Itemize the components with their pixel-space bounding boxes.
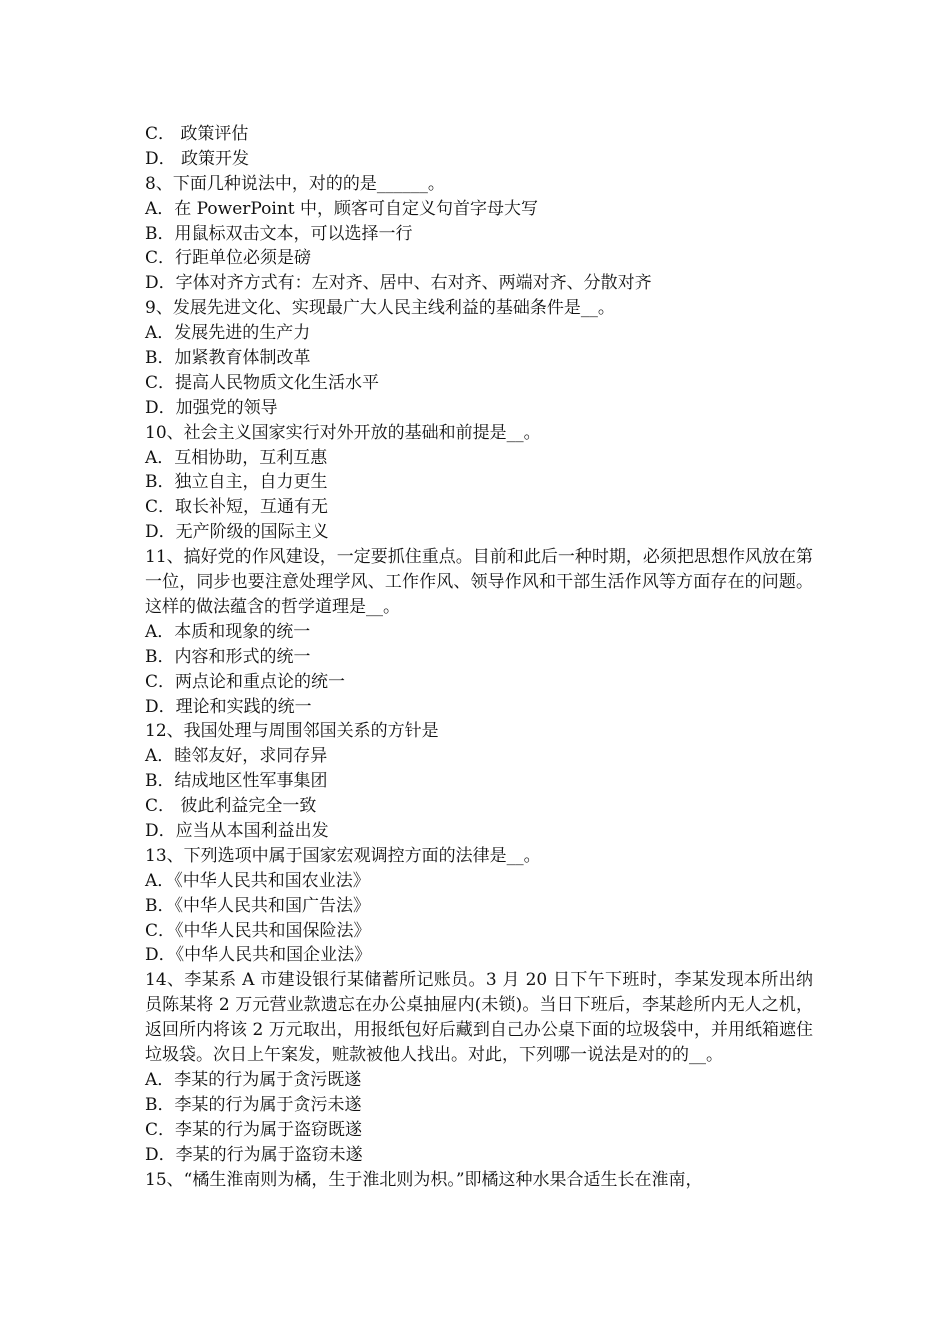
option-line: D．理论和实践的统一 <box>145 696 312 717</box>
option-line: B．用鼠标双击文本，可以选择一行 <box>145 223 413 244</box>
option-line: A．在 PowerPoint 中，顾客可自定义句首字母大写 <box>145 198 539 219</box>
option-line: D．字体对齐方式有：左对齐、居中、右对齐、两端对齐、分散对齐 <box>145 273 652 294</box>
question-line: 10、社会主义国家实行对外开放的基础和前提是__。 <box>145 422 541 443</box>
option-line: D． 政策开发 <box>145 148 250 169</box>
question-line: 9、发展先进文化、实现最广大人民主线利益的基础条件是__。 <box>145 298 615 319</box>
question-line: 13、下列选项中属于国家宏观调控方面的法律是__。 <box>145 845 541 866</box>
option-line: A．互相协助，互利互惠 <box>145 447 328 468</box>
option-line: D．应当从本国利益出发 <box>145 820 329 841</box>
option-line: C． 政策评估 <box>145 124 249 144</box>
document-page <box>145 122 813 1192</box>
option-line: A．本质和现象的统一 <box>145 621 311 642</box>
option-line: C．提高人民物质文化生活水平 <box>145 372 380 393</box>
question-line: 12、我国处理与周围邻国关系的方针是 <box>145 721 439 742</box>
option-line: A．发展先进的生产力 <box>145 323 311 344</box>
option-line: B．独立自主，自力更生 <box>145 472 328 493</box>
option-line: B．结成地区性军事集团 <box>145 771 328 792</box>
question-paragraph: 11、搞好党的作风建设，一定要抓住重点。目前和此后一种时期，必须把思想作风放在第一位，同步也要注意处理学风、工作作风、领导作风和干部生活作风等方面存在的问题。这样的做法蕴含的哲学道理是__。 <box>145 547 813 617</box>
option-line: B．李某的行为属于贪污未遂 <box>145 1094 362 1115</box>
option-line: B．加紧教育体制改革 <box>145 348 311 369</box>
option-line: B．内容和形式的统一 <box>145 646 311 667</box>
option-line: A．《中华人民共和国农业法》 <box>145 870 370 891</box>
option-line: D．李某的行为属于盗窃未遂 <box>145 1144 363 1165</box>
option-line: D．无产阶级的国际主义 <box>145 522 329 543</box>
option-line: C．李某的行为属于盗窃既遂 <box>145 1119 363 1140</box>
question-line: 15、“橘生淮南则为橘，生于淮北则为枳。”即橘这种水果合适生长在淮南， <box>145 1169 703 1190</box>
option-line: C．《中华人民共和国保险法》 <box>145 920 371 941</box>
option-line: D．加强党的领导 <box>145 397 278 418</box>
option-line: A．李某的行为属于贪污既遂 <box>145 1069 362 1090</box>
option-line: D．《中华人民共和国企业法》 <box>145 945 372 966</box>
option-line: C．行距单位必须是磅 <box>145 248 312 269</box>
option-line: C．取长补短，互通有无 <box>145 497 329 518</box>
option-line: B．《中华人民共和国广告法》 <box>145 895 370 916</box>
option-line: A．睦邻友好，求同存异 <box>145 746 328 767</box>
option-line: C．两点论和重点论的统一 <box>145 671 346 692</box>
option-line: C． 彼此利益完全一致 <box>145 796 317 817</box>
question-line: 8、下面几种说法中，对的的是______。 <box>145 173 445 194</box>
question-paragraph: 14、李某系 A 市建设银行某储蓄所记账员。3 月 20 日下午下班时，李某发现本所出纳员陈某将 2 万元营业款遗忘在办公桌抽屉内(未锁)。当日下班后，李某趁所内无人之机，返回所内将该 2 万元取出，用报纸包好后藏到自己办公桌下面的垃圾袋中，并用纸箱遮住垃圾袋。次日上午案发，赃款被他人找出。对此，下列哪一说法是对的的__。 <box>145 970 813 1066</box>
